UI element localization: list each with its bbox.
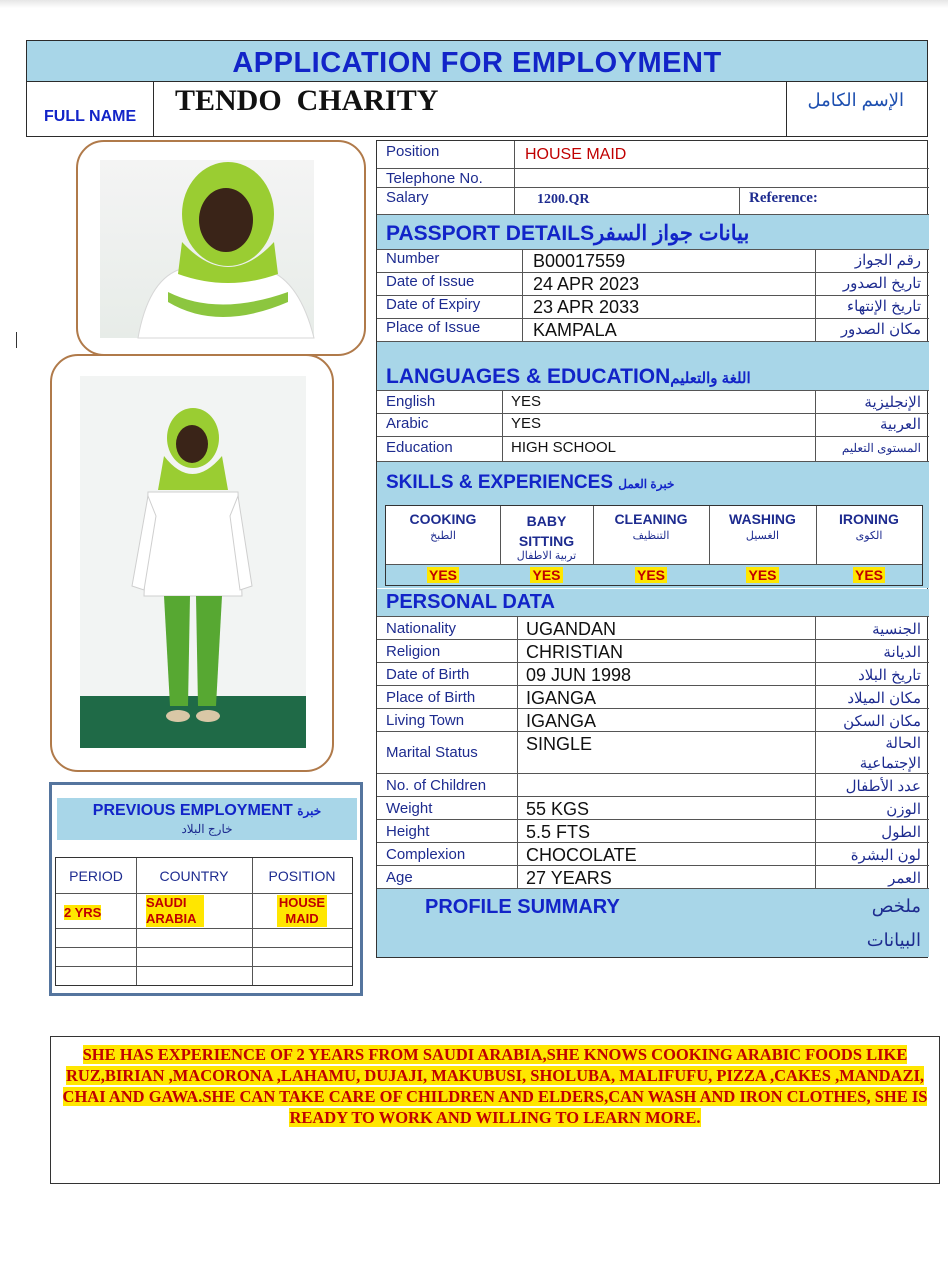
complexion-label: Complexion xyxy=(386,846,466,863)
full-name-value: TENDO CHARITY xyxy=(175,84,439,117)
skills-title-en: SKILLS & EXPERIENCES xyxy=(386,472,613,493)
profile-title-ar-2: البيانات xyxy=(866,930,921,950)
place-of-birth-label: Place of Birth xyxy=(386,689,476,706)
skill-washing-value: YES xyxy=(748,567,777,583)
english-label: English xyxy=(386,393,436,410)
languages-title-en: LANGUAGES & EDUCATION xyxy=(386,365,671,388)
position-value: HOUSE MAID xyxy=(525,146,627,163)
skills-title-ar: خبرة العمل xyxy=(618,477,675,491)
portrait-photo xyxy=(76,140,366,356)
skill-ironing-value: YES xyxy=(854,567,883,583)
arabic-label: Arabic xyxy=(386,415,429,432)
skill-washing: WASHING xyxy=(729,511,796,527)
complexion-ar: لون البشرة xyxy=(850,847,921,864)
marital-status-value: SINGLE xyxy=(526,734,593,754)
height-ar: الطول xyxy=(881,824,921,841)
dob-value: 09 JUN 1998 xyxy=(526,665,632,685)
languages-title xyxy=(386,365,751,389)
salary-value: 1200.QR xyxy=(537,192,590,207)
skills-title xyxy=(386,472,674,494)
pe-header-position: POSITION xyxy=(268,868,336,884)
telephone-label: Telephone No. xyxy=(386,170,483,187)
skill-washing-ar: الغسيل xyxy=(745,530,780,542)
place-of-birth-value: IGANGA xyxy=(526,688,597,708)
weight-ar: الوزن xyxy=(886,801,921,818)
english-value: YES xyxy=(511,393,542,410)
full-body-figure-icon xyxy=(52,356,336,774)
skill-ironing: IRONING xyxy=(839,511,899,527)
passport-title xyxy=(386,221,749,246)
religion-ar: الديانة xyxy=(883,644,921,661)
passport-title-en: PASSPORT DETAILS xyxy=(386,222,595,245)
dob-ar: تاريخ البلاد xyxy=(858,667,921,684)
skill-cooking-ar: الطبخ xyxy=(430,530,456,542)
skill-baby-sitting-ar: تربية الاطفال xyxy=(516,550,577,562)
passport-title-ar: بيانات جواز السفر xyxy=(594,222,750,245)
children-ar: عدد الأطفال xyxy=(845,778,921,795)
skill-ironing-ar: الكوى xyxy=(855,530,883,542)
dob-label: Date of Birth xyxy=(386,666,470,683)
portrait-figure-icon xyxy=(78,142,368,358)
skill-cleaning-value: YES xyxy=(636,567,665,583)
previous-employment-title xyxy=(57,802,357,820)
previous-employment-title-ar-1: خبرة xyxy=(297,804,322,818)
height-label: Height xyxy=(386,823,430,840)
pe-period-value: 2 YRS xyxy=(64,905,102,920)
age-ar: العمر xyxy=(888,870,921,887)
date-of-expiry-value: 23 APR 2033 xyxy=(533,297,640,317)
date-of-issue-label: Date of Issue xyxy=(386,273,475,290)
nationality-value: UGANDAN xyxy=(526,619,617,639)
profile-title-ar-1: ملخص xyxy=(871,896,921,916)
marital-status-label: Marital Status xyxy=(386,744,478,761)
date-of-issue-value: 24 APR 2023 xyxy=(533,274,640,294)
religion-label: Religion xyxy=(386,643,441,660)
passport-number-value: B00017559 xyxy=(533,251,626,271)
passport-number-label: Number xyxy=(386,250,440,267)
profile-title: PROFILE SUMMARY xyxy=(425,896,620,918)
pe-country-value: SAUDI ARABIA xyxy=(146,895,204,927)
skills-grid xyxy=(385,505,923,586)
place-of-issue-value: KAMPALA xyxy=(533,320,617,340)
previous-employment-title-ar-2: خارج البلاد xyxy=(181,822,233,836)
skill-baby-sitting-value: YES xyxy=(532,567,561,583)
height-value: 5.5 FTS xyxy=(526,822,591,842)
living-town-ar: مكان السكن xyxy=(843,713,921,730)
position-label: Position xyxy=(386,143,440,160)
pe-header-country: COUNTRY xyxy=(159,868,229,884)
arabic-ar: العربية xyxy=(880,416,921,433)
education-ar: المستوى التعليم xyxy=(841,441,921,455)
top-edge xyxy=(0,0,948,8)
children-label: No. of Children xyxy=(386,777,487,794)
education-label: Education xyxy=(386,439,453,456)
age-value: 27 YEARS xyxy=(526,868,612,888)
weight-value: 55 KGS xyxy=(526,799,590,819)
skill-baby-sitting: BABY SITTING xyxy=(518,513,575,549)
date-of-expiry-label: Date of Expiry xyxy=(386,296,481,313)
previous-employment-title-en: PREVIOUS EMPLOYMENT xyxy=(92,802,293,819)
full-name-label: FULL NAME xyxy=(26,81,154,137)
marital-status-ar: الحالة الإجتماعية xyxy=(859,735,921,772)
weight-label: Weight xyxy=(386,800,433,817)
education-value: HIGH SCHOOL xyxy=(511,439,617,456)
religion-value: CHRISTIAN xyxy=(526,642,624,662)
text-cursor xyxy=(16,332,17,348)
document-title: APPLICATION FOR EMPLOYMENT xyxy=(26,40,928,82)
nationality-ar: الجنسية xyxy=(872,621,921,638)
date-of-expiry-ar: تاريخ الإنتهاء xyxy=(847,298,921,315)
skill-cleaning-ar: التنظيف xyxy=(632,530,670,542)
complexion-value: CHOCOLATE xyxy=(526,845,637,865)
personal-title: PERSONAL DATA xyxy=(386,591,555,613)
date-of-issue-ar: تاريخ الصدور xyxy=(842,275,921,292)
previous-employment-table xyxy=(55,857,353,986)
summary-text xyxy=(60,1044,930,1128)
summary-text-content: SHE HAS EXPERIENCE OF 2 YEARS FROM SAUDI ARABIA,SHE KNOWS COOKING ARABIC FOODS LIKE RUZ,BIRIAN ,MACORONA ,LAHAMU, DUJAJI, MAKUBUSI, SHOLUBA, MALIFUFU, PIZZA ,CAKES ,MANDAZI, CHAI AND GAWA.SHE CAN TAKE CARE OF CHILDREN AND ELDERS,CAN WASH AND IRON CLOTHES, SHE IS READY TO WORK AND WILLING TO LEARN MORE. xyxy=(62,1045,928,1127)
living-town-value: IGANGA xyxy=(526,711,597,731)
place-of-birth-ar: مكان الميلاد xyxy=(847,690,921,707)
salary-label: Salary xyxy=(386,189,429,206)
full-body-photo xyxy=(50,354,334,772)
place-of-issue-label: Place of Issue xyxy=(386,319,481,336)
place-of-issue-ar: مكان الصدور xyxy=(840,321,921,338)
arabic-value: YES xyxy=(511,415,542,432)
pe-header-period: PERIOD xyxy=(69,868,123,884)
reference-label: Reference: xyxy=(749,190,818,206)
skill-cleaning: CLEANING xyxy=(614,511,688,527)
skill-cooking-value: YES xyxy=(428,567,457,583)
languages-title-ar: اللغة والتعليم xyxy=(670,370,751,387)
skill-cooking: COOKING xyxy=(409,511,477,527)
pe-position-value: HOUSE MAID xyxy=(278,895,326,926)
age-label: Age xyxy=(386,869,413,886)
nationality-label: Nationality xyxy=(386,620,457,637)
full-name-label-ar: الإسم الكامل xyxy=(807,90,904,110)
details-table xyxy=(376,140,928,958)
living-town-label: Living Town xyxy=(386,712,465,729)
passport-number-ar: رقم الجواز xyxy=(854,252,921,269)
english-ar: الإنجليزية xyxy=(864,394,921,411)
